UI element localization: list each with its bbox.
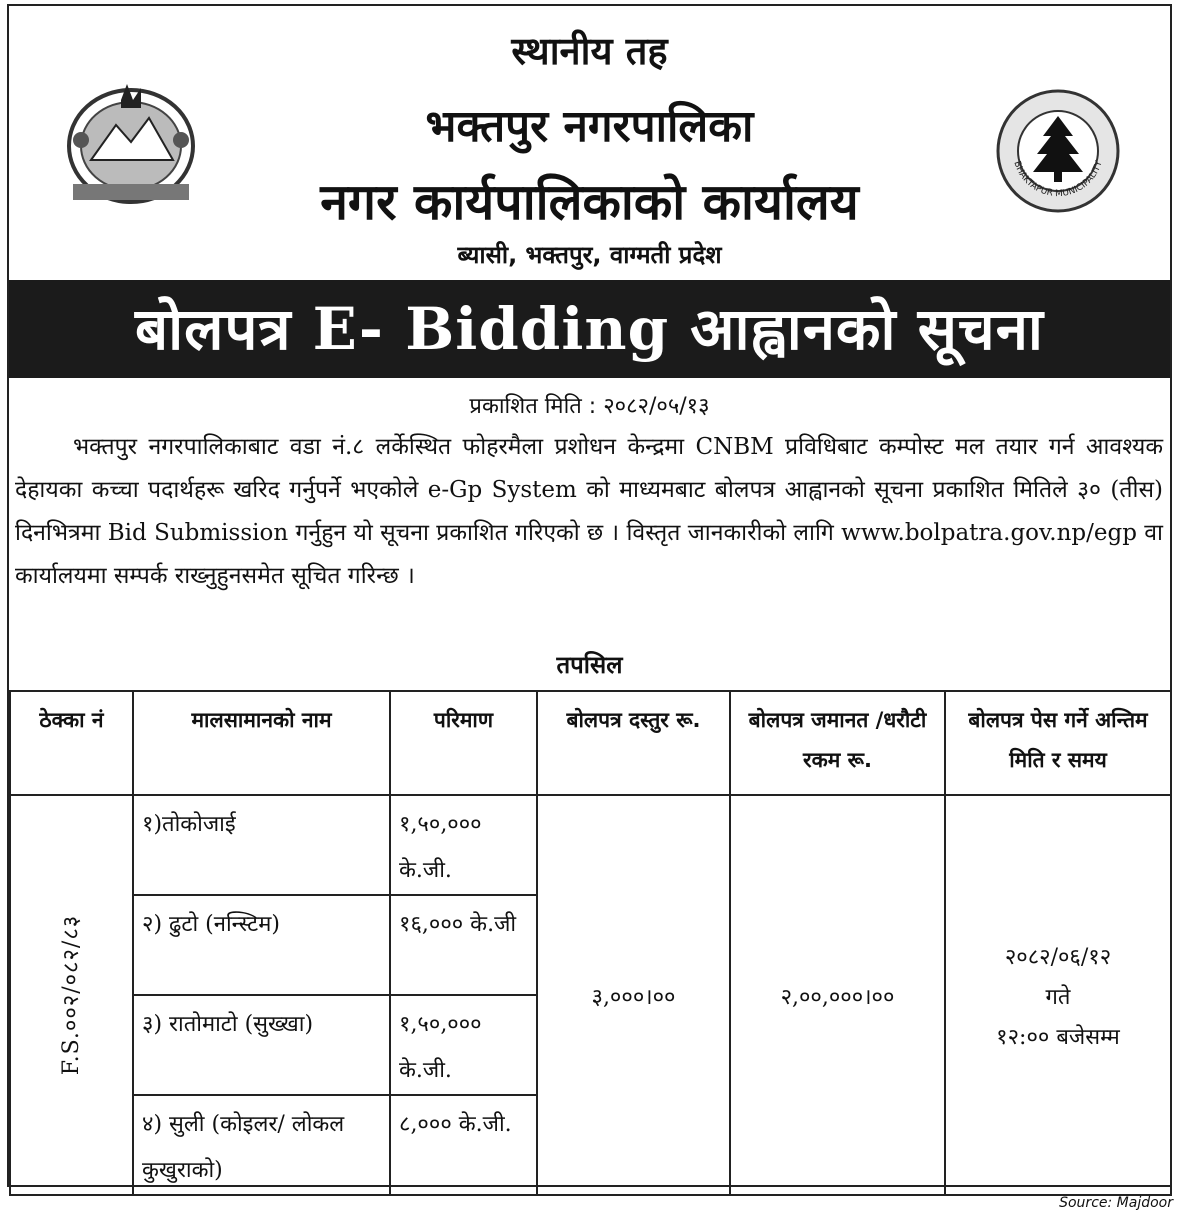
deadline-time: १२:०० बजेसम्म xyxy=(996,1025,1120,1050)
fee-amount: ३,०००।०० xyxy=(537,795,730,1195)
item-name: ३) रातोमाटो (सुख्खा) xyxy=(133,995,390,1095)
contract-no-cell xyxy=(10,795,133,1195)
published-date: प्रकाशित मिति : २०८२/०५/१३ xyxy=(469,394,710,419)
item-quantity: ८,००० के.जी. xyxy=(390,1095,537,1195)
header-quantity: परिमाण xyxy=(390,691,537,795)
header-line-local-level: स्थानीय तह xyxy=(511,29,668,73)
item-name: ४) सुली (कोइलर/ लोकल कुखुराको) xyxy=(133,1095,390,1195)
svg-text:BHAKTAPUR MUNICIPALITY: BHAKTAPUR MUNICIPALITY xyxy=(1011,159,1105,200)
table-header-row xyxy=(10,691,1171,795)
header-contract-no: ठेक्का नं xyxy=(10,691,133,795)
item-quantity: १,५०,००० के.जी. xyxy=(390,995,537,1095)
notice-header xyxy=(9,6,1170,280)
notice-frame xyxy=(7,4,1172,1187)
header-deposit: बोलपत्र जमानत /धरौटी रकम रू. xyxy=(730,691,945,795)
source-credit: Source: Majdoor xyxy=(1059,1195,1173,1211)
tender-table xyxy=(9,690,1172,1196)
table-row xyxy=(10,795,1171,895)
header-deadline: बोलपत्र पेस गर्ने अन्तिम मिति र समय xyxy=(945,691,1171,795)
header-address: ब्यासी, भक्तपुर, वाग्मती प्रदेश xyxy=(457,241,722,269)
header-line-municipality: भक्तपुर नगरपालिका xyxy=(425,101,754,152)
header-item-name: मालसामानको नाम xyxy=(133,691,390,795)
item-quantity: १६,००० के.जी xyxy=(390,895,537,995)
notice-paragraph: भक्तपुर नगरपालिकाबाट वडा नं.८ लर्केस्थित फोहरमैला प्रशोधन केन्द्रमा CNBM प्रविधिबाट कम्पोस्ट मल तयार गर्न आवश्यक देहायका कच्चा पदार्थहरू खरिद गर्नुपर्ने भएकोले e-Gp System को माध्यमबाट बोलपत्र आह्वानको सूचना प्रकाशित मितिले ३० (तीस) दिनभित्रमा Bid Submission गर्नुहुन यो सूचना प्रकाशित गरिएको छ । विस्तृत जानकारीको लागि www.bolpatra.gov.np/egp वा कार्यालयमा सम्पर्क राख्नुहुनसमेत सूचित गरिन्छ । xyxy=(15,434,1163,589)
header-fee: बोलपत्र दस्तुर रू. xyxy=(537,691,730,795)
item-name: १)तोकोजाई xyxy=(133,795,390,895)
item-quantity: १,५०,००० के.जी. xyxy=(390,795,537,895)
deposit-amount: २,००,०००।०० xyxy=(730,795,945,1195)
municipality-seal-icon xyxy=(993,86,1123,216)
deadline-cell xyxy=(945,795,1171,1195)
item-name: २) ढुटो (नन्स्टिम) xyxy=(133,895,390,995)
contract-no: F.S.००२/०८२/८३ xyxy=(58,914,84,1076)
title-banner: बोलपत्र E- Bidding आह्वानको सूचना xyxy=(9,280,1170,378)
details-heading: तपसिल xyxy=(556,651,623,679)
deadline-gate: गते xyxy=(1045,985,1071,1010)
deadline-date: २०८२/०६/१२ xyxy=(1004,945,1112,970)
header-line-office: नगर कार्यपालिकाको कार्यालय xyxy=(320,173,859,231)
